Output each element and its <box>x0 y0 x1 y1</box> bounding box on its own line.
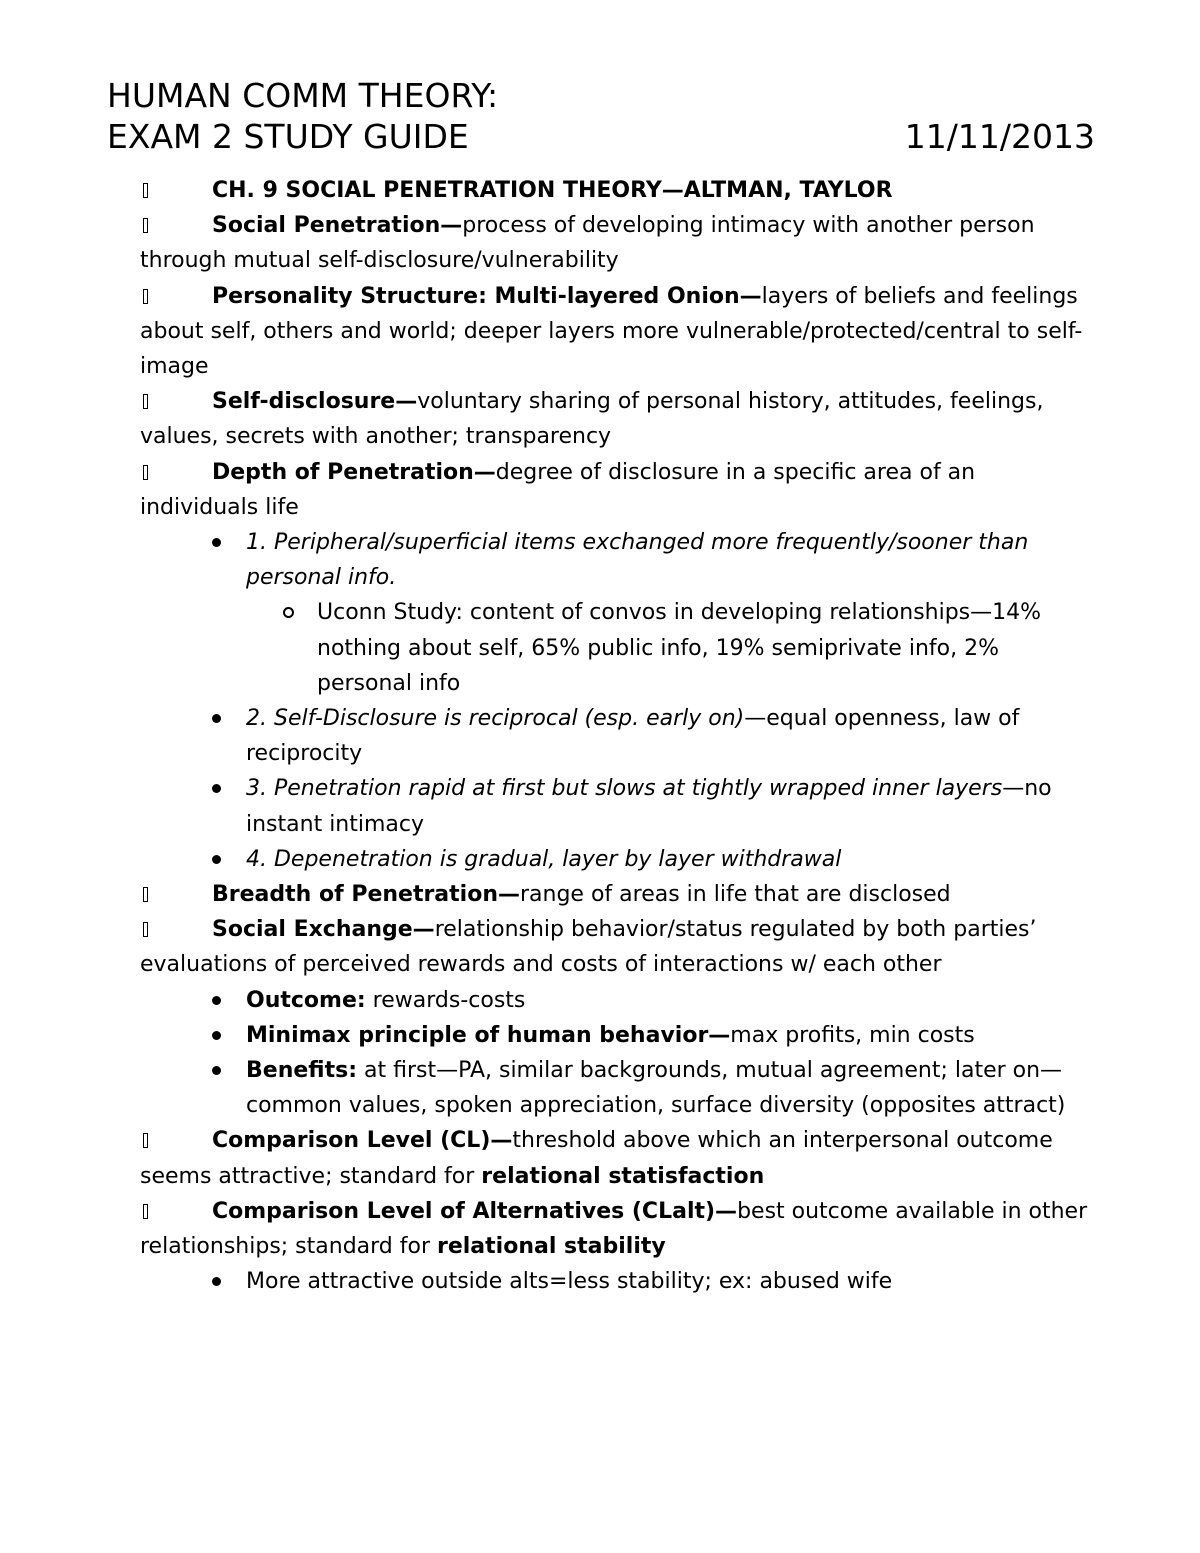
bold-term: Social Exchange— <box>212 917 435 943</box>
text-run: —no instant intimacy <box>246 776 1052 837</box>
bold-term: Comparison Level (CL)— <box>212 1128 513 1154</box>
italic-text: 1. Peripheral/superficial items exchanged more frequently/sooner than personal info. <box>246 530 1029 591</box>
bullet-item <box>0 1264 1200 1299</box>
item-text <box>140 279 1100 385</box>
item-text <box>140 384 1100 454</box>
square-bullet-icon <box>140 455 160 490</box>
document-date: 11/11/2013 <box>904 117 1095 156</box>
item-text <box>246 706 1019 766</box>
bullet-item <box>0 701 1200 771</box>
outline-item <box>0 877 1200 912</box>
square-bullet-icon <box>140 1123 160 1158</box>
item-text <box>140 877 1100 912</box>
italic-text: 3. Penetration rapid at first but slows at tightly wrapped inner layers <box>246 776 1003 802</box>
outline-item <box>0 1194 1200 1264</box>
bullet-dot-icon <box>212 1031 221 1040</box>
text-run: process of developing intimacy with another person through mutual self-disclosure/vulnerability <box>140 213 1035 274</box>
bullet-dot-icon <box>212 1277 221 1286</box>
item-text <box>246 530 1028 590</box>
outline-item <box>0 173 1200 208</box>
sub-bullet-item <box>0 595 1200 701</box>
bullet-item <box>0 983 1200 1018</box>
bold-term: Personality Structure: Multi-layered Onion— <box>212 283 762 309</box>
text-run: threshold above which an interpersonal outcome seems attractive; standard for <box>140 1128 1053 1189</box>
bold-term: Comparison Level of Alternatives (CLalt)— <box>212 1198 738 1224</box>
item-text <box>317 600 1041 695</box>
bullet-item <box>0 842 1200 877</box>
item-text <box>140 912 1100 982</box>
italic-text: 2. Self-Disclosure is reciprocal (esp. early on) <box>246 706 745 732</box>
bullet-circle-icon <box>283 607 294 618</box>
bold-term: Minimax principle of human behavior— <box>246 1022 731 1048</box>
item-text <box>246 1058 1065 1118</box>
bold-term: CH. 9 SOCIAL PENETRATION THEORY—ALTMAN, TAYLOR <box>212 178 893 203</box>
bold-term: Self-disclosure— <box>212 389 418 415</box>
bold-term: Depth of Penetration— <box>212 459 496 485</box>
text-run: relationship behavior/status regulated by both parties’ evaluations of perceived rewards and costs of interactions w/ each other <box>140 917 1037 978</box>
square-bullet-icon <box>140 877 160 912</box>
bullet-item <box>0 525 1200 595</box>
text-run: degree of disclosure in a specific area of an individuals life <box>140 459 976 520</box>
outline-item <box>0 455 1200 525</box>
text-run: voluntary sharing of personal history, attitudes, feelings, values, secrets with another; transparency <box>140 389 1044 450</box>
text-run: Uconn Study: content of convos in developing relationships—14% nothing about self, 65% public info, 19% semiprivate info, 2% personal info <box>317 600 1042 696</box>
outline-item <box>0 208 1200 278</box>
italic-text: 4. Depenetration is gradual, layer by layer withdrawal <box>246 846 842 872</box>
item-text <box>246 1023 975 1048</box>
bullet-dot-icon <box>212 538 221 547</box>
item-text <box>140 173 1100 208</box>
bullet-dot-icon <box>212 714 221 723</box>
outline-item <box>0 1123 1200 1193</box>
text-run: layers of beliefs and feelings about self, others and world; deeper layers more vulnerable/protected/central to self-image <box>140 283 1083 380</box>
item-text <box>140 1194 1100 1264</box>
bold-term: Benefits: <box>246 1058 357 1084</box>
text-run: rewards-costs <box>365 987 526 1013</box>
outline-body <box>0 173 1200 1300</box>
bold-term: Breadth of Penetration— <box>212 882 520 908</box>
bullet-item <box>0 771 1200 841</box>
item-text <box>140 1123 1100 1193</box>
bold-term: Social Penetration— <box>212 213 463 239</box>
square-bullet-icon <box>140 208 160 243</box>
bold-term: relational stability <box>437 1234 666 1260</box>
bullet-item <box>0 1053 1200 1123</box>
item-text <box>246 988 525 1013</box>
bullet-dot-icon <box>212 996 221 1005</box>
square-bullet-icon <box>140 384 160 419</box>
item-text <box>246 1269 892 1294</box>
square-bullet-icon <box>140 1194 160 1229</box>
square-bullet-icon <box>140 912 160 947</box>
outline-item <box>0 279 1200 385</box>
text-run: max profits, min costs <box>730 1022 975 1048</box>
text-run: —equal openness, law of reciprocity <box>246 706 1020 767</box>
item-text <box>140 208 1100 278</box>
bullet-item <box>0 1018 1200 1053</box>
text-run: best outcome available in other relationships; standard for <box>140 1198 1088 1260</box>
bullet-dot-icon <box>212 784 221 793</box>
text-run: at first—PA, similar backgrounds, mutual agreement; later on—common values, spoken appreciation, surface diversity (opposites attract) <box>246 1058 1066 1119</box>
bold-term: Outcome: <box>246 987 366 1013</box>
item-text <box>246 776 1052 836</box>
bullet-dot-icon <box>212 855 221 864</box>
item-text <box>246 847 841 872</box>
item-text <box>140 455 1100 525</box>
square-bullet-icon <box>140 279 160 314</box>
square-bullet-icon <box>140 173 160 208</box>
text-run: More attractive outside alts=less stability; ex: abused wife <box>246 1269 893 1295</box>
outline-item <box>0 912 1200 982</box>
text-run: range of areas in life that are disclosed <box>520 882 951 908</box>
document-title-line-2: EXAM 2 STUDY GUIDE <box>107 117 469 156</box>
document-title-line-1: HUMAN COMM THEORY: <box>107 76 499 115</box>
outline-item <box>0 384 1200 454</box>
bullet-dot-icon <box>212 1066 221 1075</box>
bold-term: relational statisfaction <box>481 1163 765 1189</box>
